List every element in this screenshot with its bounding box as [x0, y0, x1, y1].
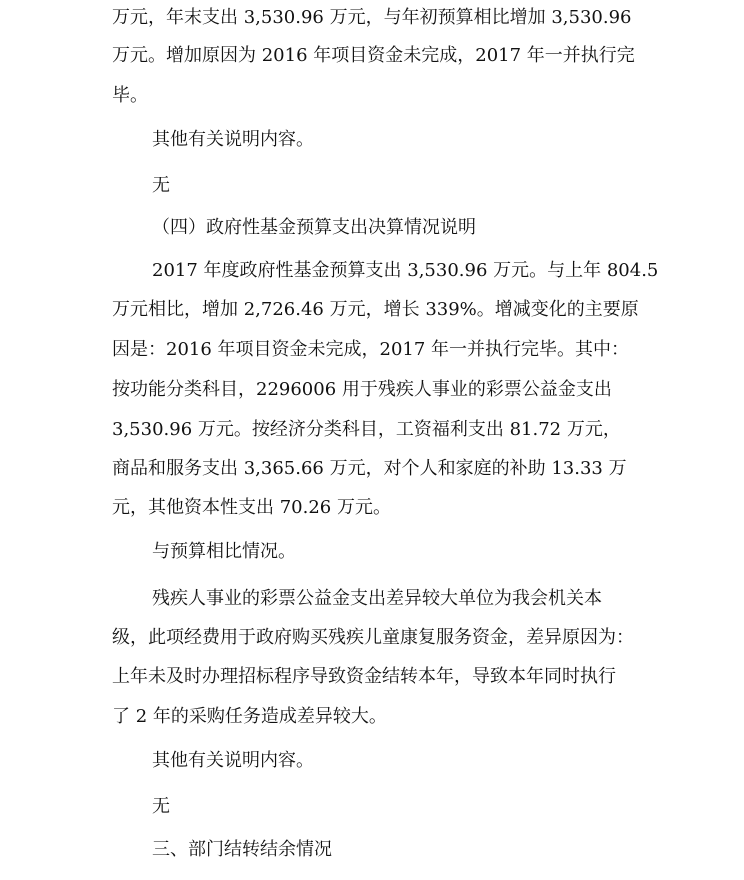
text-line: 与预算相比情况。: [152, 541, 296, 562]
text-line: 万元相比，增加 2,726.46 万元，增长 339%。增减变化的主要原: [112, 299, 639, 320]
text-line: 3,530.96 万元。按经济分类科目，工资福利支出 81.72 万元，: [112, 419, 621, 440]
text-line: 上年未及时办理招标程序导致资金结转本年，导致本年同时执行: [112, 666, 616, 687]
text-line: 了 2 年的采购任务造成差异较大。: [112, 706, 387, 727]
text-line: 毕。: [112, 85, 148, 106]
text-line: 按功能分类科目，2296006 用于残疾人事业的彩票公益金支出: [112, 379, 612, 400]
text-line: 无: [152, 175, 170, 196]
text-line: 元，其他资本性支出 70.26 万元。: [112, 497, 391, 518]
text-line: 万元，年末支出 3,530.96 万元，与年初预算相比增加 3,530.96: [112, 7, 632, 28]
text-line: 商品和服务支出 3,365.66 万元，对个人和家庭的补助 13.33 万: [112, 458, 627, 479]
text-line: 残疾人事业的彩票公益金支出差异较大单位为我会机关本: [152, 588, 602, 609]
text-line: 级，此项经费用于政府购买残疾儿童康复服务资金，差异原因为：: [112, 627, 634, 648]
text-line: 其他有关说明内容。: [152, 750, 314, 771]
text-line: 其他有关说明内容。: [152, 129, 314, 150]
section-heading: 三、部门结转结余情况: [152, 839, 332, 860]
text-line: 万元。增加原因为 2016 年项目资金未完成，2017 年一并执行完: [112, 45, 635, 66]
text-line: 2017 年度政府性基金预算支出 3,530.96 万元。与上年 804.5: [152, 260, 659, 281]
section-heading: （四）政府性基金预算支出决算情况说明: [152, 217, 476, 238]
text-line: 无: [152, 796, 170, 817]
text-line: 因是：2016 年项目资金未完成，2017 年一并执行完毕。其中：: [112, 339, 630, 360]
